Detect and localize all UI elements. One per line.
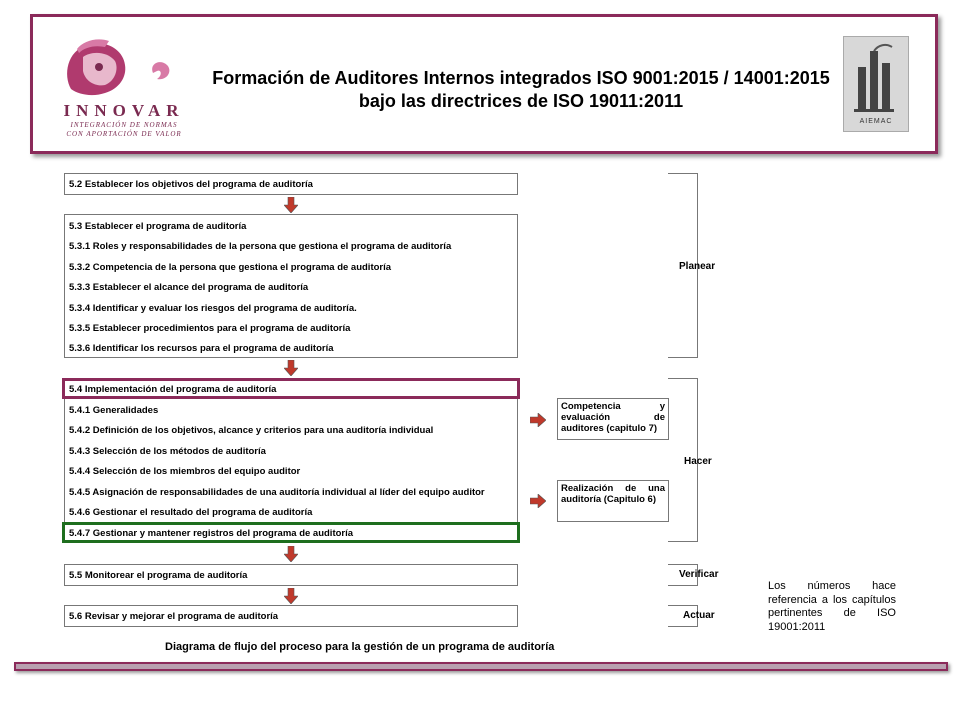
side-line: auditoría (Capitulo 6) — [561, 494, 656, 505]
flow-line: 5.4 Implementación del programa de auditoría — [69, 384, 277, 395]
side-line: evaluación de — [561, 412, 665, 423]
step-5-2-box — [64, 173, 518, 195]
phase-hacer-label: Hacer — [684, 456, 712, 467]
step-5-6-box — [64, 605, 518, 627]
arrow-right-icon — [530, 494, 546, 508]
step-5-3-box — [64, 214, 518, 358]
flow-line: 5.6 Revisar y mejorar el programa de auditoría — [69, 611, 279, 622]
flow-line: 5.4.4 Selección de los miembros del equipo auditor — [69, 466, 301, 477]
arrow-right-icon — [530, 413, 546, 427]
logo-sub-text-2: CON APORTACIÓN DE VALOR — [66, 130, 182, 138]
highlight-5-4-7 — [62, 522, 520, 543]
arrow-down-icon — [284, 588, 298, 604]
phase-planear-label: Planear — [679, 261, 716, 272]
aiemac-logo — [843, 36, 909, 132]
aiemac-chimney-icon — [844, 37, 908, 117]
flow-line: 5.2 Establecer los objetivos del programa de auditoría — [69, 179, 313, 190]
innovar-mask-icon — [53, 37, 193, 99]
flow-line: 5.4.6 Gestionar el resultado del programa de auditoría — [69, 507, 313, 518]
realizacion-box — [557, 480, 669, 522]
phase-actuar-label: Actuar — [683, 610, 715, 621]
step-5-4-box — [64, 378, 518, 542]
page-title: Formación de Auditores Internos integrados ISO 9001:2015 / 14001:2015 bajo las directrices de ISO 19011:2011 — [212, 68, 830, 111]
flow-line: 5.3.4 Identificar y evaluar los riesgos del programa de auditoría. — [69, 303, 357, 314]
diagram-caption: Diagrama de flujo del proceso para la gestión de un programa de auditoría — [165, 641, 555, 653]
flow-line: 5.3.3 Establecer el alcance del programa de auditoría — [69, 282, 309, 293]
logo-main-text: INNOVAR — [63, 101, 185, 120]
flow-line: 5.3.1 Roles y responsabilidades de la persona que gestiona el programa de auditoría — [69, 241, 452, 252]
flow-line: 5.4.3 Selección de los métodos de auditoría — [69, 446, 266, 457]
step-5-5-box — [64, 564, 518, 586]
footer-bar — [14, 662, 948, 671]
arrow-down-icon — [284, 546, 298, 562]
arrow-down-icon — [284, 360, 298, 376]
flow-line: 5.4.7 Gestionar y mantener registros del programa de auditoría — [69, 528, 354, 539]
aiemac-label: AIEMAC — [859, 118, 893, 125]
chapter-note: Los números hace referencia a los capítulos pertinentes de ISO 19001:2011 — [768, 580, 896, 633]
arrow-down-icon — [284, 197, 298, 213]
logo-sub-text-1: INTEGRACIÓN DE NORMAS — [70, 121, 178, 129]
phase-verificar-label: Verificar — [679, 569, 719, 580]
flow-line: 5.4.1 Generalidades — [69, 405, 159, 416]
innovar-logo-text — [59, 101, 189, 139]
header-banner — [30, 14, 938, 154]
flow-line: 5.3.6 Identificar los recursos para el programa de auditoría — [69, 343, 334, 354]
side-line: Competencia y — [561, 401, 665, 412]
flow-line: 5.3.5 Establecer procedimientos para el programa de auditoría — [69, 323, 351, 334]
flow-line: 5.3 Establecer el programa de auditoría — [69, 221, 247, 232]
flow-line: 5.4.2 Definición de los objetivos, alcance y criterios para una auditoría individual — [69, 425, 434, 436]
competencia-box — [557, 398, 669, 440]
side-line: Realización de una — [561, 483, 665, 494]
side-line: auditores (capitulo 7) — [561, 423, 658, 434]
flow-line: 5.5 Monitorear el programa de auditoría — [69, 570, 248, 581]
flow-line: 5.3.2 Competencia de la persona que gestiona el programa de auditoría — [69, 262, 392, 273]
innovar-logo — [53, 37, 193, 137]
flow-line: 5.4.5 Asignación de responsabilidades de una auditoría individual al líder del equipo auditor — [69, 487, 485, 498]
highlight-5-4 — [62, 378, 520, 399]
